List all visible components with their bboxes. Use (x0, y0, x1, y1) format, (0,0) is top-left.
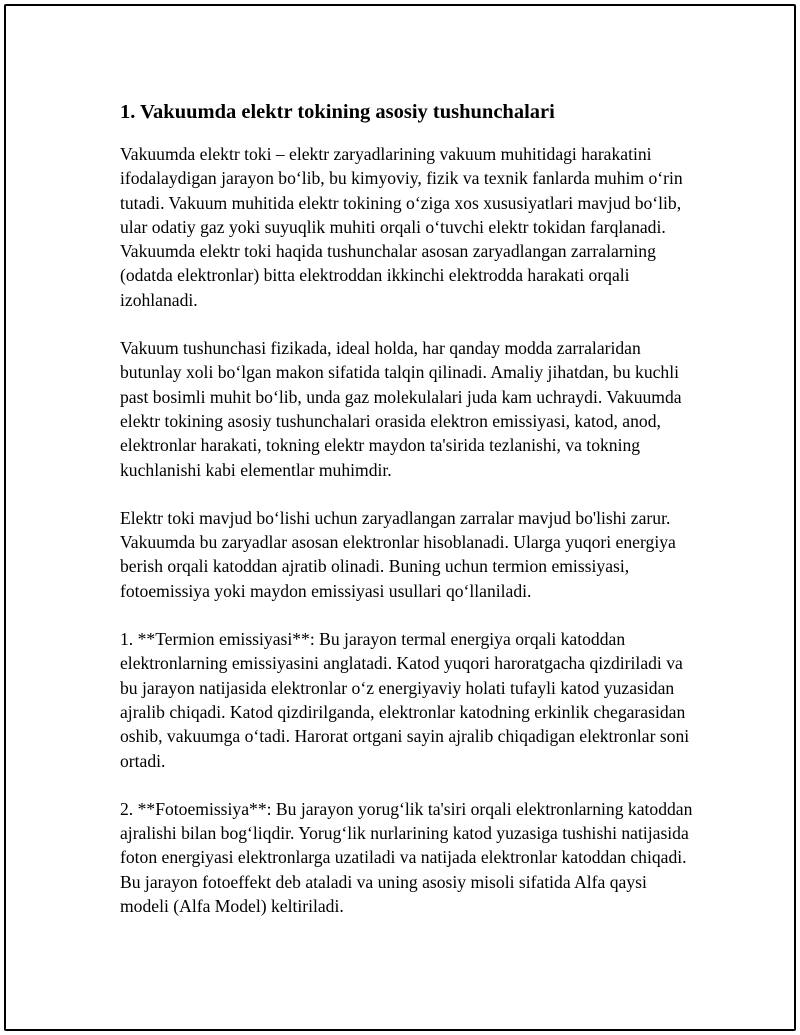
document-body (120, 98, 700, 942)
paragraph-charged-particles: Elektr toki mavjud bo‘lishi uchun zaryadlangan zarralar mavjud bo'lishi zarur. Vakuumda bu zaryadlar asosan elektronlar hisoblanadi. Ularga yuqori energiya berish orqali katoddan ajratib olinadi. Buning uchun termion emissiyasi, fotoemissiya yoki maydon emissiyasi usullari qo‘llaniladi. (120, 507, 676, 601)
section-heading: 1. Vakuumda elektr tokining asosiy tushunchalari (120, 101, 555, 123)
paragraph-vacuum-concept: Vakuum tushunchasi fizikada, ideal holda, har qanday modda zarralaridan butunlay xoli bo‘lgan makon sifatida talqin qilinadi. Amaliy jihatdan, bu kuchli past bosimli muhit bo‘lib, unda gaz molekulalari juda kam uchraydi. Vakuumda elektr tokining asosiy tushunchalari orasida elektron emissiyasi, katod, anod, elektronlar harakati, tokning elektr maydon ta'sirida tezlanishi, va tokning kuchlanishi kabi elementlar muhimdir. (120, 338, 682, 480)
paragraph-vacuum-current-intro: Vakuumda elektr toki – elektr zaryadlarining vakuum muhitidagi harakatini ifodalaydigan jarayon bo‘lib, bu kimyoviy, fizik va texnik fanlarda muhim o‘rin tutadi. Vakuum muhitida elektr tokining o‘ziga xos xususiyatlari mavjud bo‘lib, ular odatiy gaz yoki suyuqlik muhiti orqali o‘tuvchi elektr tokidan farqlanadi. Vakuumda elektr toki haqida tushunchalar asosan zaryadlangan zarralarning (odatda elektronlar) bitta elektroddan ikkinchi elektrodda harakati orqali izohlanadi. (120, 144, 683, 310)
page-frame (4, 4, 796, 1031)
paragraph-thermionic-emission: 1. **Termion emissiyasi**: Bu jarayon termal energiya orqali katoddan elektronlarning emissiyasini anglatadi. Katod yuqori haroratgacha qizdiriladi va bu jarayon natijasida elektronlar o‘z energiyaviy holati tufayli katod yuzasidan ajralib chiqadi. Katod qizdirilganda, elektronlar katodning erkinlik chegarasidan oshib, vakuumga o‘tadi. Harorat ortgani sayin ajralib chiqadigan elektronlar soni ortadi. (120, 629, 690, 771)
paragraph-photoemission: 2. **Fotoemissiya**: Bu jarayon yorug‘lik ta'siri orqali elektronlarning katoddan ajralishi bilan bog‘liqdir. Yorug‘lik nurlarining katod yuzasiga tushishi natijasida foton energiyasi elektronlarga uzatiladi va natijada elektronlar katoddan chiqadi. Bu jarayon fotoeffekt deb ataladi va uning asosiy misoli sifatida Alfa qaysi modeli (Alfa Model) keltiriladi. (120, 798, 693, 917)
